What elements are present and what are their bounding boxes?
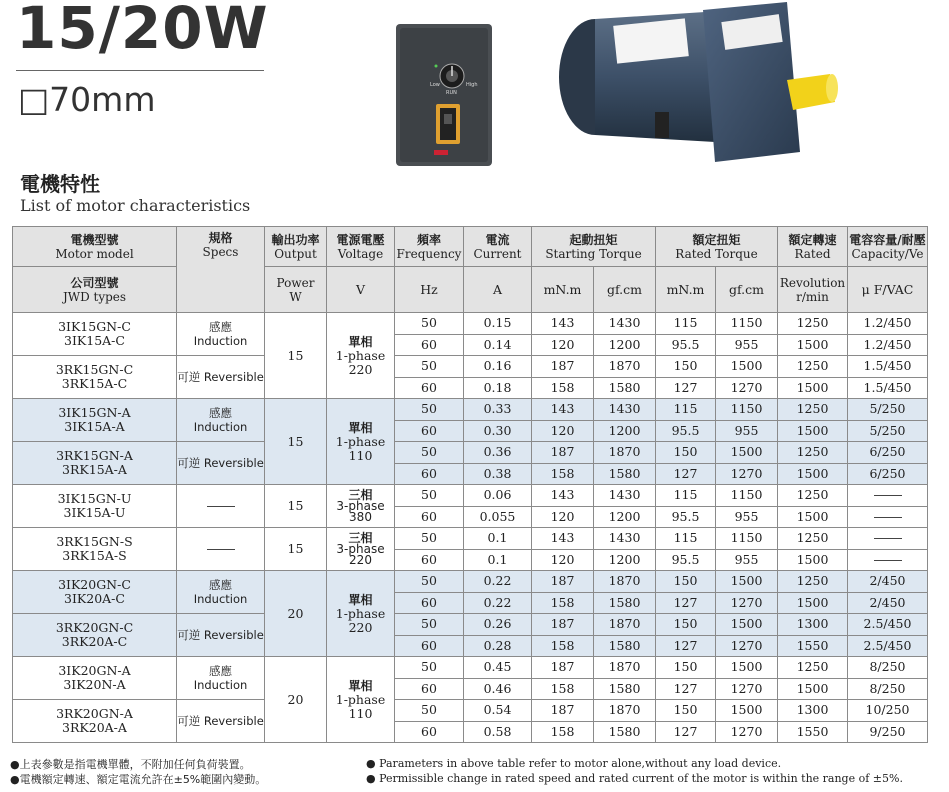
- unit-voltage: V: [327, 267, 395, 313]
- voltage-cell: [327, 485, 395, 528]
- table-row: [13, 313, 928, 335]
- starting-gfcm-cell: 1200: [594, 420, 656, 442]
- dash-mark: [207, 549, 235, 550]
- rated-gfcm-cell: 1500: [716, 571, 778, 593]
- table-row: [13, 700, 928, 722]
- note-en-1: ● Parameters in above table refer to motor alone,without any load device.: [366, 757, 782, 770]
- spec-text: 感應: [209, 406, 232, 420]
- unit-starting-mnm: mN.m: [532, 267, 594, 313]
- capacitor-cell: 2/450: [848, 571, 928, 593]
- table-row: [13, 485, 928, 507]
- spec-cell: [177, 614, 265, 657]
- speed-cell: 1550: [778, 635, 848, 657]
- model-name: 3RK15GN-A: [56, 448, 133, 463]
- unit-row: [13, 267, 928, 313]
- page-title: 15/20W: [16, 0, 269, 62]
- current-cell: 0.1: [464, 549, 532, 571]
- model-name: 3IK15GN-A: [58, 405, 131, 420]
- capacitor-cell: 1.2/450: [848, 334, 928, 356]
- header-capacitor: 電容容量/耐壓 Capacity/Ve: [848, 227, 928, 267]
- model-name: 3IK15A-A: [64, 419, 125, 434]
- starting-gfcm-cell: 1200: [594, 506, 656, 528]
- model-name: 3RK15A-S: [62, 548, 127, 563]
- model-name-cell: [13, 657, 177, 700]
- starting-mnm-cell: 158: [532, 463, 594, 485]
- rated-gfcm-cell: 1150: [716, 528, 778, 550]
- speed-cell: 1250: [778, 313, 848, 335]
- voltage-text: 1-phase: [335, 347, 386, 363]
- starting-gfcm-cell: 1430: [594, 313, 656, 335]
- starting-gfcm-cell: 1870: [594, 614, 656, 636]
- model-name: 3IK15GN-U: [57, 491, 132, 506]
- voltage-text: 3-phase: [336, 542, 385, 556]
- frequency-cell: 50: [395, 442, 464, 464]
- starting-mnm-cell: 158: [532, 678, 594, 700]
- table-row: [13, 571, 928, 593]
- speed-controller-image: [396, 24, 492, 166]
- current-cell: 0.38: [464, 463, 532, 485]
- current-cell: 0.46: [464, 678, 532, 700]
- current-cell: 0.26: [464, 614, 532, 636]
- current-cell: 0.54: [464, 700, 532, 722]
- rated-mnm-cell: 150: [656, 614, 716, 636]
- starting-mnm-cell: 158: [532, 377, 594, 399]
- speed-cell: 1500: [778, 549, 848, 571]
- rated-mnm-cell: 127: [656, 678, 716, 700]
- rated-mnm-cell: 115: [656, 485, 716, 507]
- model-name-cell: [13, 614, 177, 657]
- capacitor-cell: 10/250: [848, 700, 928, 722]
- header-frequency: 頻率 Frequency: [395, 227, 464, 267]
- frequency-cell: 60: [395, 721, 464, 743]
- starting-gfcm-cell: 1200: [594, 549, 656, 571]
- starting-gfcm-cell: 1580: [594, 592, 656, 614]
- capacitor-cell: 9/250: [848, 721, 928, 743]
- rated-gfcm-cell: 1500: [716, 700, 778, 722]
- current-cell: 0.30: [464, 420, 532, 442]
- speed-cell: 1500: [778, 592, 848, 614]
- frequency-cell: 60: [395, 635, 464, 657]
- capacitor-cell: 1.5/450: [848, 377, 928, 399]
- unit-rated-gfcm: gf.cm: [716, 267, 778, 313]
- rated-mnm-cell: 127: [656, 721, 716, 743]
- table-row: [13, 442, 928, 464]
- unit-speed: Revolution r/min: [778, 267, 848, 313]
- spec-text: Induction: [193, 592, 248, 606]
- rated-mnm-cell: 95.5: [656, 506, 716, 528]
- speed-cell: 1250: [778, 399, 848, 421]
- frequency-cell: 60: [395, 678, 464, 700]
- starting-gfcm-cell: 1430: [594, 528, 656, 550]
- spec-cell: [177, 313, 265, 356]
- starting-mnm-cell: 187: [532, 442, 594, 464]
- starting-gfcm-cell: 1200: [594, 334, 656, 356]
- speed-cell: 1500: [778, 377, 848, 399]
- model-name: 3IK20N-A: [63, 677, 126, 692]
- starting-mnm-cell: 187: [532, 614, 594, 636]
- starting-mnm-cell: 187: [532, 657, 594, 679]
- rated-mnm-cell: 127: [656, 377, 716, 399]
- frequency-cell: 50: [395, 614, 464, 636]
- current-cell: 0.055: [464, 506, 532, 528]
- header-output: 輸出功率 Output: [265, 227, 327, 267]
- starting-mnm-cell: 158: [532, 721, 594, 743]
- spec-text: 感應: [209, 320, 232, 334]
- voltage-text: 110: [348, 705, 373, 721]
- current-cell: 0.18: [464, 377, 532, 399]
- voltage-text: 三相: [348, 531, 373, 545]
- dash-mark: [874, 495, 902, 496]
- frequency-cell: 50: [395, 700, 464, 722]
- model-name-cell: [13, 571, 177, 614]
- unit-frequency: Hz: [395, 267, 464, 313]
- model-name: 3RK20A-C: [61, 634, 128, 649]
- rated-gfcm-cell: 1270: [716, 721, 778, 743]
- dash-mark: [874, 517, 902, 518]
- spec-text: 可逆 Reversible: [177, 714, 264, 728]
- model-name-cell: [13, 356, 177, 399]
- capacitor-cell: 5/250: [848, 420, 928, 442]
- voltage-text: 110: [348, 447, 373, 463]
- rated-gfcm-cell: 1270: [716, 377, 778, 399]
- frequency-cell: 50: [395, 571, 464, 593]
- rated-gfcm-cell: 1150: [716, 485, 778, 507]
- current-cell: 0.22: [464, 592, 532, 614]
- controller-run-label: RUN: [446, 90, 457, 96]
- starting-mnm-cell: 158: [532, 592, 594, 614]
- capacitor-cell: 5/250: [848, 399, 928, 421]
- rated-gfcm-cell: 1500: [716, 356, 778, 378]
- voltage-text: 單相: [348, 420, 373, 435]
- frequency-cell: 60: [395, 463, 464, 485]
- rated-gfcm-cell: 955: [716, 420, 778, 442]
- rated-mnm-cell: 150: [656, 442, 716, 464]
- spec-cell: [177, 657, 265, 700]
- spec-text: 可逆 Reversible: [177, 456, 264, 470]
- section-title: 電機特性: [20, 172, 100, 196]
- speed-cell: 1250: [778, 485, 848, 507]
- model-name: 3RK15GN-S: [56, 534, 133, 549]
- rated-mnm-cell: 127: [656, 592, 716, 614]
- table-row: [13, 528, 928, 550]
- current-cell: 0.58: [464, 721, 532, 743]
- starting-gfcm-cell: 1870: [594, 356, 656, 378]
- frequency-cell: 50: [395, 399, 464, 421]
- rated-mnm-cell: 95.5: [656, 549, 716, 571]
- table-row: [13, 356, 928, 378]
- starting-mnm-cell: 120: [532, 506, 594, 528]
- frequency-cell: 60: [395, 549, 464, 571]
- unit-rated-mnm: mN.m: [656, 267, 716, 313]
- current-cell: 0.1: [464, 528, 532, 550]
- starting-gfcm-cell: 1430: [594, 485, 656, 507]
- header-starting-torque: 起動扭矩 Starting Torque: [532, 227, 656, 267]
- current-cell: 0.33: [464, 399, 532, 421]
- header-voltage: 電源電壓 Voltage: [327, 227, 395, 267]
- section-subtitle: List of motor characteristics: [20, 196, 251, 215]
- spec-cell: [177, 399, 265, 442]
- voltage-text: 220: [349, 553, 372, 567]
- voltage-cell: [327, 657, 395, 743]
- capacitor-cell: 2/450: [848, 592, 928, 614]
- starting-mnm-cell: 187: [532, 356, 594, 378]
- header-company-type: 公司型號 JWD types: [13, 267, 177, 313]
- spec-text: 可逆 Reversible: [177, 370, 264, 384]
- model-name: 3RK20A-A: [62, 720, 127, 735]
- voltage-text: 220: [348, 619, 373, 635]
- starting-gfcm-cell: 1870: [594, 657, 656, 679]
- starting-gfcm-cell: 1580: [594, 678, 656, 700]
- frequency-cell: 60: [395, 377, 464, 399]
- frequency-cell: 50: [395, 313, 464, 335]
- capacitor-cell: [848, 506, 928, 528]
- voltage-cell: [327, 399, 395, 485]
- spec-cell: [177, 485, 265, 528]
- frame-size: □70mm: [18, 80, 156, 119]
- voltage-text: 1-phase: [335, 433, 386, 449]
- note-zh-2: ●電機額定轉速、額定電流允許在±5%範圍內變動。: [10, 773, 267, 786]
- model-name: 3RK20GN-C: [55, 620, 134, 635]
- rated-mnm-cell: 150: [656, 571, 716, 593]
- header-current: 電流 Current: [464, 227, 532, 267]
- starting-mnm-cell: 143: [532, 485, 594, 507]
- model-name-cell: [13, 485, 177, 528]
- capacitor-cell: 6/250: [848, 463, 928, 485]
- speed-cell: 1500: [778, 678, 848, 700]
- starting-gfcm-cell: 1580: [594, 377, 656, 399]
- rated-gfcm-cell: 1270: [716, 592, 778, 614]
- voltage-text: 單相: [348, 334, 373, 349]
- header-model: 電機型號 Motor model: [13, 227, 177, 267]
- starting-mnm-cell: 143: [532, 313, 594, 335]
- speed-cell: 1300: [778, 614, 848, 636]
- spec-text: 感應: [209, 664, 232, 678]
- speed-cell: 1250: [778, 571, 848, 593]
- current-cell: 0.16: [464, 356, 532, 378]
- spec-cell: [177, 528, 265, 571]
- unit-capacitor: μ F/VAC: [848, 267, 928, 313]
- dash-mark: [874, 538, 902, 539]
- current-cell: 0.36: [464, 442, 532, 464]
- frequency-cell: 50: [395, 356, 464, 378]
- current-cell: 0.14: [464, 334, 532, 356]
- model-name-cell: [13, 528, 177, 571]
- starting-gfcm-cell: 1430: [594, 399, 656, 421]
- starting-mnm-cell: 158: [532, 635, 594, 657]
- starting-mnm-cell: 143: [532, 399, 594, 421]
- starting-mnm-cell: 187: [532, 571, 594, 593]
- rated-mnm-cell: 115: [656, 313, 716, 335]
- spec-text: 感應: [209, 578, 232, 592]
- model-name-cell: [13, 700, 177, 743]
- starting-mnm-cell: 120: [532, 420, 594, 442]
- capacitor-cell: 2.5/450: [848, 635, 928, 657]
- rated-mnm-cell: 150: [656, 657, 716, 679]
- capacitor-cell: [848, 528, 928, 550]
- header-rated-speed: 額定轉速 Rated: [778, 227, 848, 267]
- model-name: 3IK15A-U: [63, 505, 126, 520]
- frequency-cell: 50: [395, 657, 464, 679]
- gear-motor-image: [555, 2, 840, 187]
- speed-cell: 1500: [778, 420, 848, 442]
- starting-gfcm-cell: 1870: [594, 442, 656, 464]
- model-name-cell: [13, 313, 177, 356]
- spec-cell: [177, 356, 265, 399]
- power-cell: 15: [265, 485, 327, 528]
- rated-mnm-cell: 150: [656, 356, 716, 378]
- capacitor-cell: 6/250: [848, 442, 928, 464]
- voltage-text: 三相: [348, 488, 373, 502]
- note-en-2: ● Permissible change in rated speed and rated current of the motor is within the range of ±5%.: [366, 772, 903, 785]
- capacitor-cell: [848, 485, 928, 507]
- current-cell: 0.28: [464, 635, 532, 657]
- dash-mark: [207, 506, 235, 507]
- model-name: 3IK15A-C: [64, 333, 125, 348]
- speed-cell: 1500: [778, 334, 848, 356]
- power-cell: 20: [265, 571, 327, 657]
- motor-characteristics-table: [12, 226, 928, 743]
- model-name: 3RK15A-A: [62, 462, 127, 477]
- current-cell: 0.06: [464, 485, 532, 507]
- voltage-text: 1-phase: [335, 605, 386, 621]
- speed-cell: 1250: [778, 657, 848, 679]
- rated-gfcm-cell: 1500: [716, 442, 778, 464]
- voltage-text: 380: [349, 510, 372, 524]
- spec-cell: [177, 442, 265, 485]
- current-cell: 0.45: [464, 657, 532, 679]
- header-specs: 規格 Specs: [177, 227, 265, 313]
- starting-mnm-cell: 187: [532, 700, 594, 722]
- rated-mnm-cell: 150: [656, 700, 716, 722]
- rated-gfcm-cell: 955: [716, 549, 778, 571]
- rated-gfcm-cell: 1500: [716, 614, 778, 636]
- speed-cell: 1500: [778, 506, 848, 528]
- capacitor-cell: 1.5/450: [848, 356, 928, 378]
- starting-gfcm-cell: 1870: [594, 700, 656, 722]
- voltage-cell: [327, 313, 395, 399]
- spec-cell: [177, 571, 265, 614]
- capacitor-cell: 8/250: [848, 657, 928, 679]
- capacitor-cell: 8/250: [848, 678, 928, 700]
- rated-mnm-cell: 115: [656, 399, 716, 421]
- dash-mark: [874, 560, 902, 561]
- frequency-cell: 60: [395, 334, 464, 356]
- power-cell: 20: [265, 657, 327, 743]
- unit-starting-gfcm: gf.cm: [594, 267, 656, 313]
- voltage-text: 1-phase: [335, 691, 386, 707]
- frequency-cell: 50: [395, 485, 464, 507]
- speed-cell: 1300: [778, 700, 848, 722]
- starting-mnm-cell: 120: [532, 334, 594, 356]
- spec-text: Induction: [193, 678, 248, 692]
- starting-mnm-cell: 143: [532, 528, 594, 550]
- model-name: 3RK20GN-A: [56, 706, 133, 721]
- rated-gfcm-cell: 1150: [716, 313, 778, 335]
- speed-cell: 1250: [778, 442, 848, 464]
- voltage-text: 220: [348, 361, 373, 377]
- model-name-cell: [13, 399, 177, 442]
- capacitor-cell: 2.5/450: [848, 614, 928, 636]
- starting-mnm-cell: 120: [532, 549, 594, 571]
- model-name: 3RK15A-C: [61, 376, 128, 391]
- power-cell: 15: [265, 399, 327, 485]
- table-body: [13, 313, 928, 743]
- spec-text: Induction: [193, 420, 248, 434]
- speed-cell: 1250: [778, 356, 848, 378]
- table-row: [13, 657, 928, 679]
- speed-cell: 1500: [778, 463, 848, 485]
- voltage-text: 單相: [348, 678, 373, 693]
- rated-mnm-cell: 115: [656, 528, 716, 550]
- speed-cell: 1250: [778, 528, 848, 550]
- rated-gfcm-cell: 1270: [716, 635, 778, 657]
- frequency-cell: 60: [395, 420, 464, 442]
- current-cell: 0.15: [464, 313, 532, 335]
- header-rated-torque: 額定扭矩 Rated Torque: [656, 227, 778, 267]
- capacitor-cell: 1.2/450: [848, 313, 928, 335]
- rated-gfcm-cell: 955: [716, 334, 778, 356]
- model-name: 3IK20A-C: [64, 591, 125, 606]
- rated-gfcm-cell: 1270: [716, 463, 778, 485]
- model-name-cell: [13, 442, 177, 485]
- spec-text: Induction: [193, 334, 248, 348]
- model-name: 3RK15GN-C: [55, 362, 134, 377]
- model-name: 3IK15GN-C: [58, 319, 131, 334]
- rated-gfcm-cell: 1500: [716, 657, 778, 679]
- rated-gfcm-cell: 1150: [716, 399, 778, 421]
- power-cell: 15: [265, 528, 327, 571]
- starting-gfcm-cell: 1870: [594, 571, 656, 593]
- unit-current: A: [464, 267, 532, 313]
- voltage-cell: [327, 528, 395, 571]
- current-cell: 0.22: [464, 571, 532, 593]
- voltage-cell: [327, 571, 395, 657]
- model-name: 3IK20GN-C: [58, 577, 131, 592]
- rated-gfcm-cell: 1270: [716, 678, 778, 700]
- model-name: 3IK20GN-A: [58, 663, 131, 678]
- rated-mnm-cell: 95.5: [656, 334, 716, 356]
- voltage-text: 單相: [348, 592, 373, 607]
- rated-mnm-cell: 127: [656, 463, 716, 485]
- frequency-cell: 60: [395, 506, 464, 528]
- unit-power: Power W: [265, 267, 327, 313]
- spec-cell: [177, 700, 265, 743]
- voltage-text: 3-phase: [336, 499, 385, 513]
- frequency-cell: 60: [395, 592, 464, 614]
- title-divider: [16, 70, 264, 71]
- spec-text: 可逆 Reversible: [177, 628, 264, 642]
- controller-high-label: High: [466, 82, 478, 88]
- capacitor-cell: [848, 549, 928, 571]
- note-zh-1: ●上表參數是指電機單體，不附加任何負荷裝置。: [10, 758, 251, 771]
- table-row: [13, 399, 928, 421]
- rated-gfcm-cell: 955: [716, 506, 778, 528]
- rated-mnm-cell: 95.5: [656, 420, 716, 442]
- starting-gfcm-cell: 1580: [594, 463, 656, 485]
- frequency-cell: 50: [395, 528, 464, 550]
- header-row: [13, 227, 928, 267]
- starting-gfcm-cell: 1580: [594, 635, 656, 657]
- power-cell: 15: [265, 313, 327, 399]
- controller-low-label: Low: [430, 82, 440, 88]
- speed-cell: 1550: [778, 721, 848, 743]
- table-row: [13, 614, 928, 636]
- rated-mnm-cell: 127: [656, 635, 716, 657]
- starting-gfcm-cell: 1580: [594, 721, 656, 743]
